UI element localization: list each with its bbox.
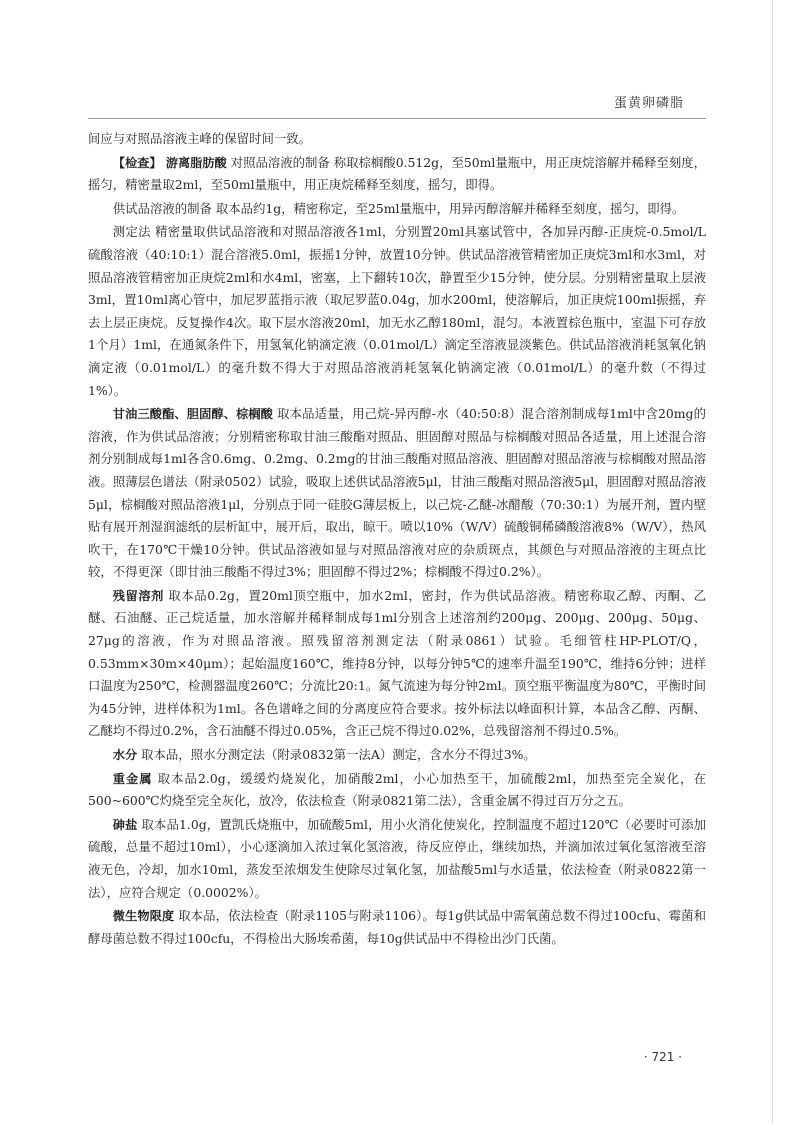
- running-head: 蛋黄卵磷脂: [613, 96, 684, 111]
- paragraph-body: 对照品溶液的制备 称取棕榈酸0.512g，至50ml量瓶中，用正庚烷溶解并稀释至刻度，摇匀，精密量取2ml，至50ml量瓶中，用正庚烷稀释至刻度，摇匀，即得。: [88, 154, 706, 193]
- paragraph-heavy-metals: [88, 768, 706, 813]
- paragraph-arsenic: [88, 814, 706, 904]
- section-heading: 残留溶剂: [112, 588, 164, 603]
- paragraph-continuation: 间应与对照品溶液主峰的保留时间一致。: [88, 131, 312, 146]
- section-heading: 重金属: [112, 771, 153, 786]
- paragraph-method: [88, 221, 706, 402]
- paragraph-microbial-limit: [88, 905, 706, 950]
- section-heading: 水分: [112, 748, 138, 763]
- paragraph-body: 取本品适量，用己烷-异丙醇-水（40:50:8）混合溶剂制成每1ml中含20mg的溶液，作为供试品溶液；分别精密称取甘油三酸酯对照品、胆固醇对照品与棕榈酸对照品各适量，用上述混合溶剂分别制成每1ml各含0.6mg、0.2mg、0.2mg的甘油三酸酯对照品溶液、胆固醇对照品溶液与棕榈酸对照品溶液。照薄层色谱法（附录0502）试验，吸取上述供试品溶液5μl，甘油三酸酯对照品溶液5μl，胆固醇对照品溶液5μl，棕榈酸对照品溶液1μl，分别点于同一硅胶G薄层板上，以己烷-乙醚-冰醋酸（70:30:1）为展开剂，置内壁贴有展开剂湿润滤纸的层析缸中，展开后，取出，晾干。喷以10%（W/V）硫酸铜稀磷酸溶液8%（W/V），热风吹干，在170℃干燥10分钟。供试品溶液如显与对照品溶液对应的杂质斑点，其颜色与对照品溶液的主斑点比较，不得更深（即甘油三酸酯不得过3%；胆固醇不得过2%；棕榈酸不得过0.2%）。: [88, 406, 707, 580]
- section-heading: 【检查】 游离脂肪酸: [112, 155, 227, 170]
- header-rule: [88, 118, 706, 119]
- paragraph-body: 取本品，照水分测定法（附录0832第一法A）测定，含水分不得过3%。: [137, 747, 536, 763]
- paragraph-water: [88, 744, 706, 767]
- page-edge-rule: [772, 0, 773, 1123]
- paragraph-free-fatty-acids: [88, 152, 706, 197]
- body-text: [88, 128, 706, 950]
- paragraph-test-solution: [88, 198, 706, 221]
- paragraph-body: 供试品溶液的制备 取本品约1g，精密称定，至25ml量瓶中，用异丙醇溶解并稀释至刻度，摇匀，即得。: [112, 200, 685, 216]
- section-heading: 微生物限度: [112, 909, 175, 924]
- section-heading: 甘油三酸酯、胆固醇、棕榈酸: [112, 407, 274, 422]
- paragraph-body: 测定法 精密量取供试品溶液和对照品溶液各1ml，分别置20ml具塞试管中，各加异丙醇-正庚烷-0.5mol/L硫酸溶液（40:10:1）混合溶液5.0ml，振摇1分钟，放置10分钟。供试品溶液管精密加正庚烷3ml和水3ml，对照品溶液管精密加正庚烷2ml和水4ml，密塞，上下翻转10次，静置至少15分钟，使分层。分别精密量取上层液3ml，置10ml离心管中，加尼罗蓝指示液（取尼罗蓝0.04g，加水200ml，使溶解后，加正庚烷100ml振摇，弃去上层正庚烷。反复操作4次。取下层水溶液20ml，加无水乙醇180ml，混匀。本液置棕色瓶中，室温下可存放1个月）1ml，在通氮条件下，用氢氧化钠滴定液（0.01mol/L）滴定至溶液显淡紫色。供试品溶液消耗氢氧化钠滴定液（0.01mol/L）的毫升数不得大于对照品溶液消耗氢氧化钠滴定液（0.01mol/L）的毫升数（不得过1%）。: [88, 224, 706, 398]
- paragraph-triglyceride: [88, 403, 706, 584]
- paragraph-body: 取本品2.0g，缓缓灼烧炭化，加硝酸2ml，小心加热至干，加硫酸2ml，加热至完全炭化，在500~600℃灼烧至完全灰化，放冷，依法检查（附录0821第二法），含重金属不得过百万分之五。: [88, 770, 706, 809]
- paragraph-body: 取本品1.0g，置凯氏烧瓶中，加硫酸5ml，用小火消化使炭化，控制温度不超过120℃（必要时可添加硫酸，总量不超过10ml），小心逐滴加入浓过氧化氢溶液，待反应停止，继续加热，并滴加浓过氧化氢溶液至溶液无色，冷却，加水10ml，蒸发至浓烟发生使除尽过氧化氢，加盐酸5ml与水适量，依法检查（附录0822第一法），应符合规定（0.0002%）。: [88, 816, 707, 900]
- paragraph-body: 取本品，依法检查（附录1105与附录1106）。每1g供试品中需氧菌总数不得过100cfu、霉菌和酵母菌总数不得过100cfu，不得检出大肠埃希菌，每10g供试品中不得检出沙门氏菌。: [88, 908, 707, 946]
- section-heading: 砷盐: [112, 817, 138, 832]
- paragraph-residual-solvents: [88, 585, 706, 743]
- paragraph-body: 取本品0.2g，置20ml顶空瓶中，加水2ml，密封，作为供试品溶液。精密称取乙醇、丙酮、乙醚、石油醚、正己烷适量，加水溶解并稀释制成每1ml分别含上述溶剂约200μg、200μg、200μg、50μg、27μg的溶液，作为对照品溶液。照残留溶剂测定法（附录0861）试验。毛细管柱HP-PLOT/Q，0.53mm×30m×40μm）；起始温度160℃，维持8分钟，以每分钟5℃的速率升温至190℃，维持6分钟；进样口温度为250℃，检测器温度260℃；分流比20:1。氮气流速为每分钟2ml。顶空瓶平衡温度为80℃，平衡时间为45分钟，进样体积为1ml。各色谱峰之间的分离度应符合要求。按外标法以峰面积计算，本品含乙醇、丙酮、乙醚均不得过0.2%，含石油醚不得过0.05%，含正己烷不得过0.02%，总残留溶剂不得过0.5%。: [88, 587, 707, 739]
- page-number: · 721 ·: [643, 1050, 682, 1064]
